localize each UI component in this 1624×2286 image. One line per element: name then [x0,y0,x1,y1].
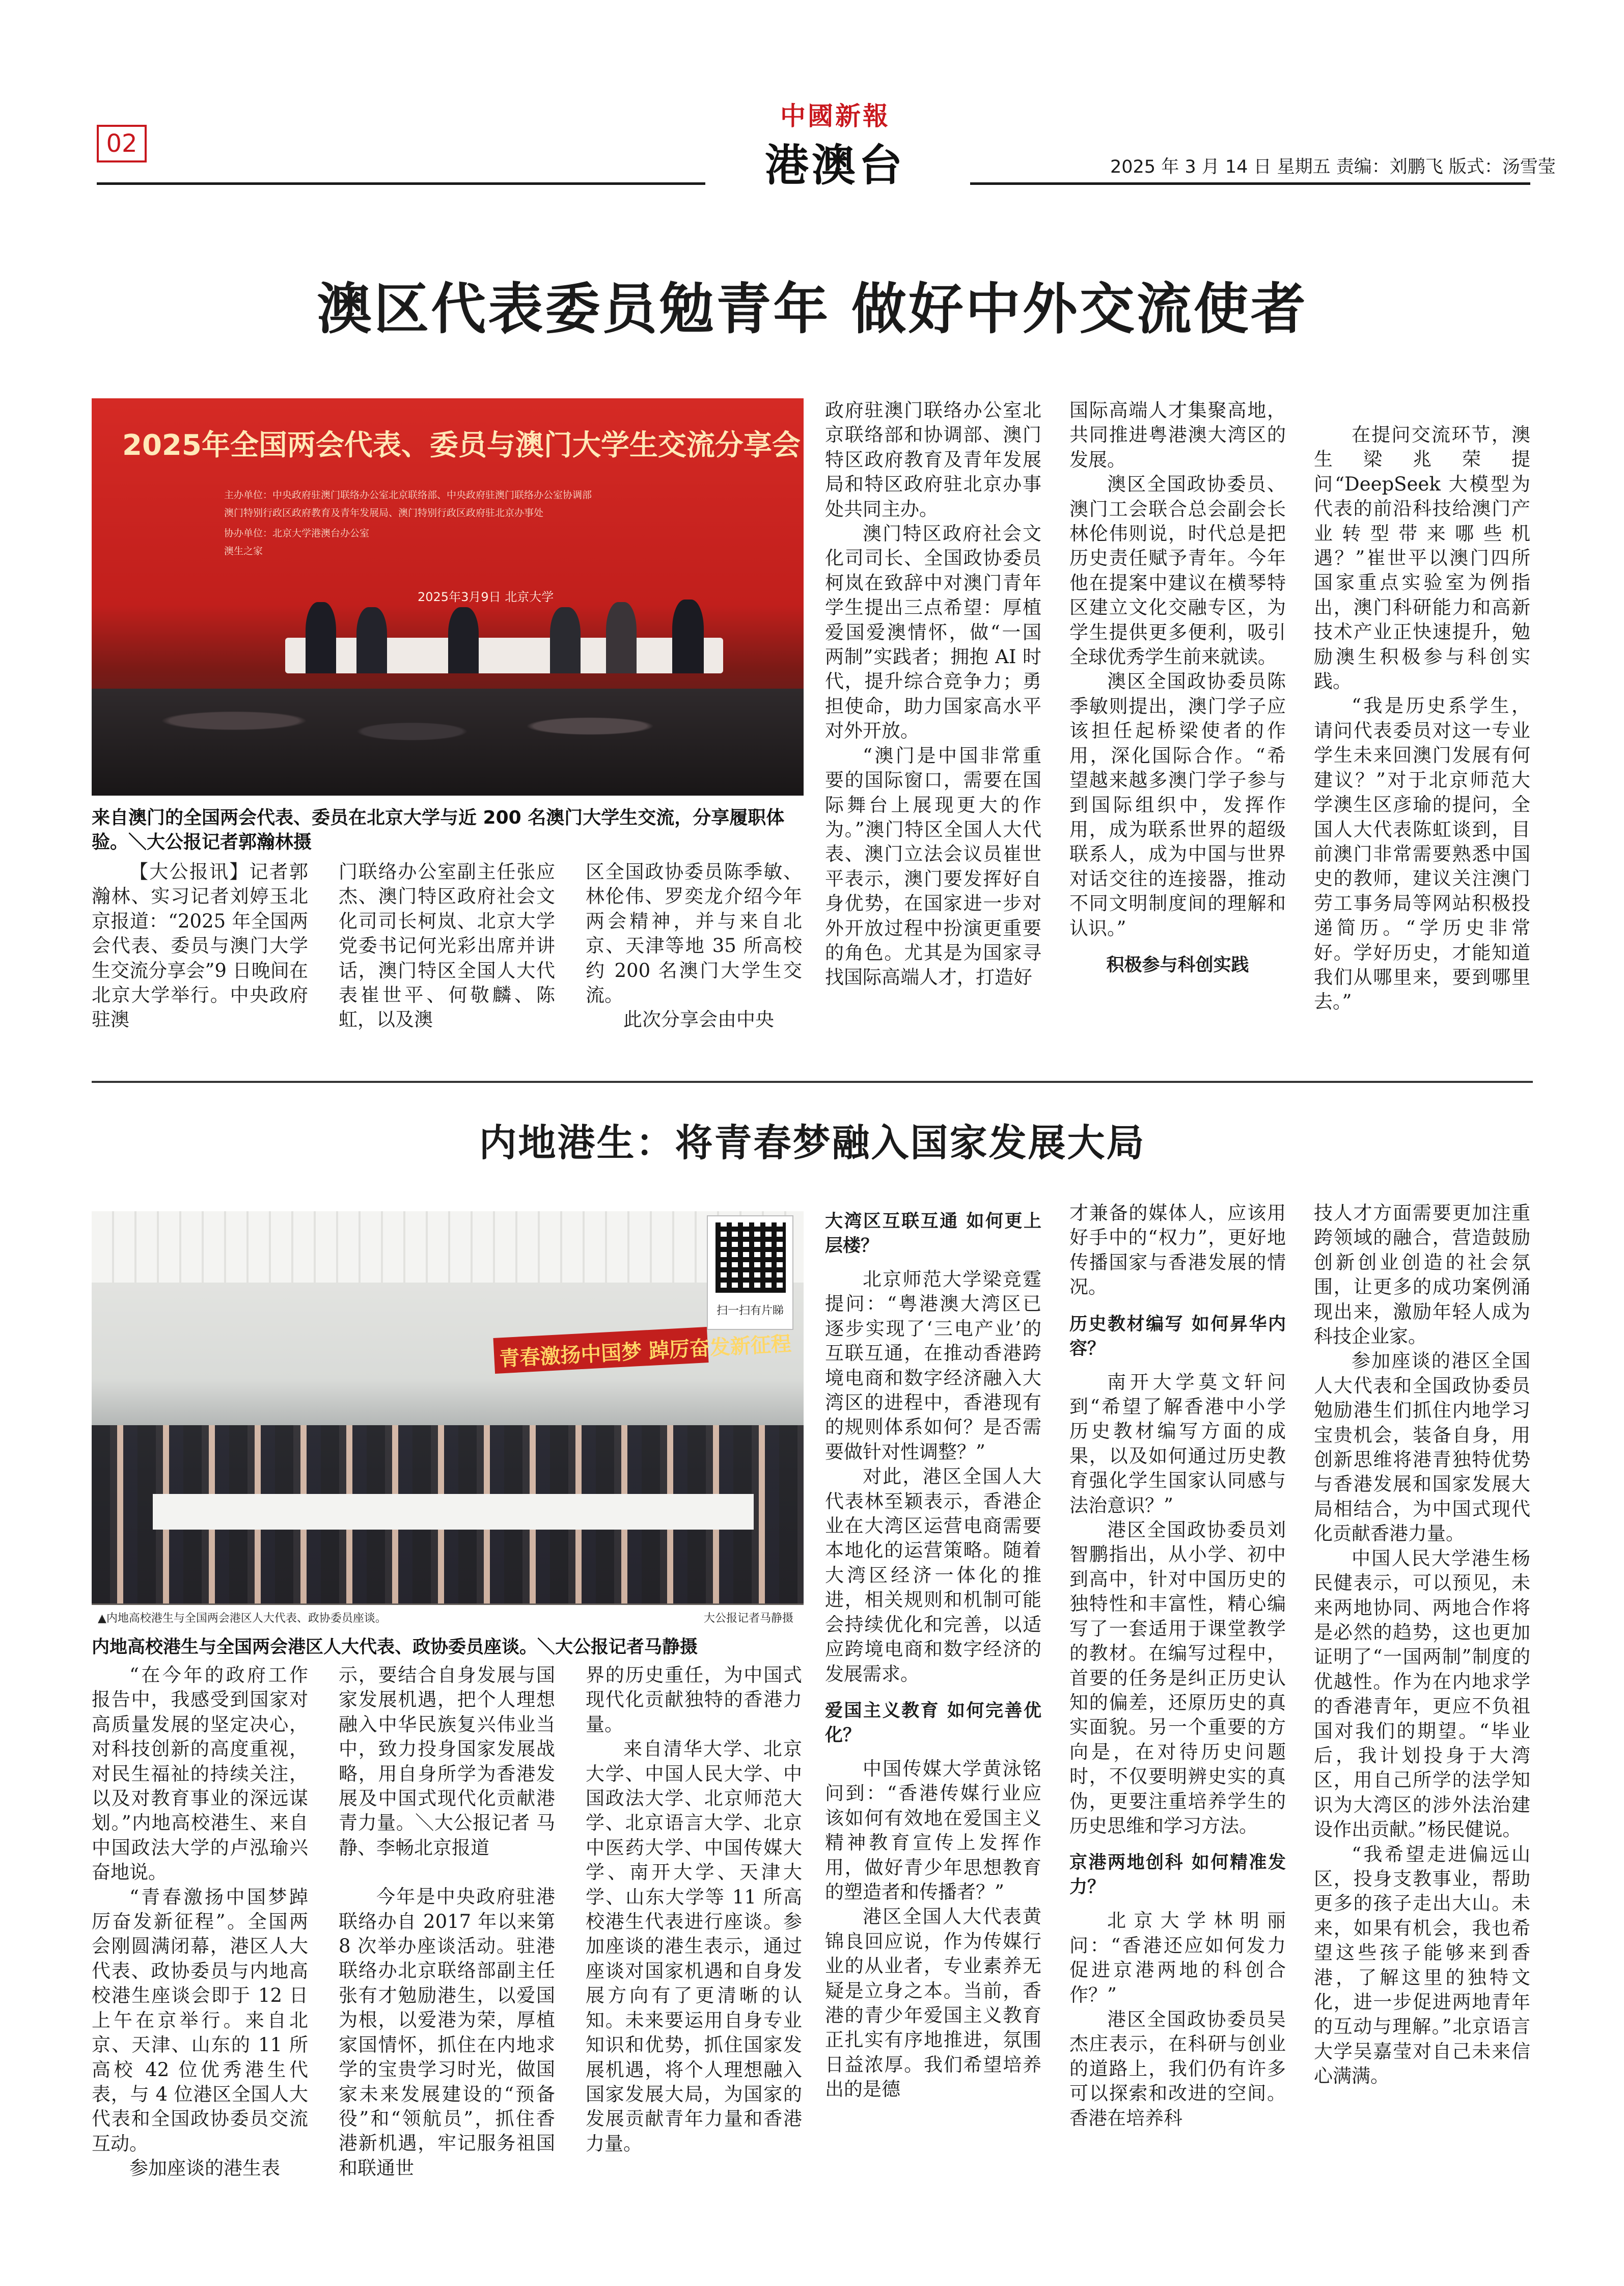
story2-column-6 [1314,1201,1530,2089]
photo-inner-caption: ▲内地高校港生与全国两会港区人大代表、政协委员座谈。 [98,1612,387,1625]
paragraph: 此次分享会由中央 [623,1009,774,1031]
story2-column-5 [1069,1201,1286,2131]
panelist-figure [306,602,336,673]
paragraph: “青春激扬中国梦踔厉奋发新征程”。全国两会刚圆满闭幕，港区人大代表、政协委员与内地高校港生座谈会即于 12 日上午在京举行。来自北京、天津、山东的 11 所高校 42 位优秀港生代表，与 4 位港区全国人大代表和全国政协委员交流互动。 [92,1886,308,2155]
paragraph: 门联络办公室副主任张应杰、澳门特区政府社会文化司司长柯岚、北京大学党委书记何光彩出席并讲话，澳门特区全国人大代表崔世平、何敬麟、陈虹，以及澳 [339,861,555,1031]
paragraph: 对此，港区全国人大代表林至颖表示，香港企业在大湾区运营电商需要本地化的运营策略。随着大湾区经济一体化的推进，相关规则和机制可能会持续优化和完善，以适应跨境电商和数字经济的发展需求。 [825,1465,1041,1685]
paragraph: 界的历史重任，为中国式现代化贡献独特的香港力量。 [586,1664,802,1735]
paragraph: 澳门特区政府社会文化司司长、全国政协委员柯岚在致辞中对澳门青年学生提出三点希望：厚植爱国爱澳情怀，做“一国两制”实践者；拥抱 AI 时代，提升综合竞争力；勇担使命，助力国家高水平对外开放。 [825,523,1041,742]
photo-banner-coorg-2: 澳生之家 [224,546,263,557]
photo-event-banner-text: 青春激扬中国梦 踔厉奋发新征程 [499,1332,792,1371]
header-rule-left [97,182,705,185]
subheading: 积极参与科创实践 [1106,955,1249,975]
story2-column-2 [339,1663,555,2181]
section-divider [92,1081,1533,1083]
photo-banner-title: 2025年全国两会代表、委员与澳门大学生交流分享会 [122,429,801,462]
story2-headline: 内地港生：将青春梦融入国家发展大局 [479,1121,1146,1165]
panelist-figure [672,600,704,673]
paragraph: “在今年的政府工作报告中，我感受到国家对高质量发展的坚定决心，对科技创新的高度重视，对民生福祉的持续关注，以及对教育事业的深远谋划。”内地高校港生、来自中国政法大学的卢泓瑜兴奋地说。 [92,1664,308,1884]
issue-meta: 2025 年 3 月 14 日 星期五 责编：刘鹏飞 版式：汤雪莹 [1110,157,1556,177]
subheading: 京港两地创科 如何精准发力？ [1069,1853,1286,1898]
panelist-figure [356,607,387,673]
story2-photo [92,1211,804,1630]
paragraph: 参加座谈的港区全国人大代表和全国政协委员勉励港生们抓住内地学习宝贵机会，装备自身，用创新思维将港青独特优势与香港发展和国家发展大局相结合，为中国式现代化贡献香港力量。 [1314,1350,1530,1545]
meeting-table [153,1494,754,1530]
paragraph: 北京大学林明丽问：“香港还应如何发力促进京港两地的科创合作？” [1069,1910,1286,2006]
photo-banner-date: 2025年3月9日 北京大学 [418,590,554,604]
paragraph: 南开大学莫文轩问到“希望了解香港中小学历史教材编写方面的成果，以及如何通过历史教育强化学生国家认同感与法治意识？” [1069,1371,1286,1516]
story2-photo-caption: 内地高校港生与全国两会港区人大代表、政协委员座谈。＼大公报记者马静摄 [92,1637,698,1657]
paragraph: 港区全国政协委员刘智鹏指出，从小学、初中到高中，针对中国历史的独特性和丰富性，精心编写了一套适用于课堂教学的教材。在编写过程中，首要的任务是纠正历史认知的偏差，还原历史的真实面貌。另一个重要的方向是，在对待历史问题时，不仅要明辨史实的真伪，更要注重培养学生的历史思维和学习方法。 [1069,1519,1286,1837]
section-title: 港澳台 [765,140,905,191]
paragraph: 政府驻澳门联络办公室北京联络部和协调部、澳门特区政府教育及青年发展局和特区政府驻北京办事处共同主办。 [825,399,1041,520]
paragraph: 【大公报讯】记者郭瀚林、实习记者刘婷玉北京报道：“2025 年全国两会代表、委员与澳门大学生交流分享会”9 日晚间在北京大学举行。中央政府驻澳 [92,861,308,1031]
stage-table [285,638,723,673]
paragraph: 港区全国政协委员吴杰庄表示，在科研与创业的道路上，我们仍有许多可以探索和改进的空间。香港在培养科 [1069,2008,1286,2129]
story2-column-3 [586,1663,802,2156]
paragraph: 才兼备的媒体人，应该用好手中的“权力”，更好地传播国家与香港发展的情况。 [1069,1202,1286,1298]
story1-column-4 [825,398,1041,990]
photo-banner-host-2: 澳门特别行政区政府教育及青年发展局、澳门特别行政区政府驻北京办事处 [224,507,544,519]
paragraph: “我是历史系学生，请问代表委员对这一专业学生未来回澳门发展有何建议？”对于北京师范大学澳生区彦瑜的提问，全国人大代表陈虹谈到，目前澳门非常需要熟悉中国史的教师，建议关注澳门劳工事务局等网站积极投递简历。“学历史非常好。学好历史，才能知道我们从哪里来，要到哪里去。” [1314,695,1530,1013]
paragraph: 今年是中央政府驻港联络办自 2017 年以来第 8 次举办座谈活动。驻港联络办北京联络部副主任张有才勉励港生，以爱国为根，以爱港为荣，厚植家国情怀，抓住在内地求学的宝贵学习时光，做国家未来发展建设的“预备役”和“领航员”，抓住香港新机遇，牢记服务祖国和联通世 [339,1886,555,2179]
paragraph: 国际高端人才集聚高地，共同推进粤港澳大湾区的发展。 [1069,399,1286,471]
paragraph: 技人才方面需要更加注重跨领域的融合，营造鼓励创新创业创造的社会氛围，让更多的成功案例涌现出来，激励年轻人成为科技企业家。 [1314,1202,1530,1348]
story2-column-1 [92,1663,308,2181]
qr-label: 扫一扫有片睇 [716,1304,784,1317]
ceiling-lights [92,1211,804,1283]
paragraph: 在提问交流环节，澳生梁兆荣提问“DeepSeek 大模型为代表的前沿科技给澳门产业转型带来哪些机遇？”崔世平以澳门四所国家重点实验室为例指出，澳门科研能力和高新技术产业正快速提升，勉励澳生积极参与科创实践。 [1314,424,1530,693]
photo-inner-credit: 大公报记者马静摄 [703,1612,793,1625]
subheading: 历史教材编写 如何昇华内容？ [1069,1314,1286,1359]
page-number: 02 [97,125,147,162]
story1-column-6 [1314,423,1530,1015]
paragraph: “我希望走进偏远山区，投身支教事业，帮助更多的孩子走出大山。未来，如果有机会，我也希望这些孩子能够来到香港，了解这里的独特文化，进一步促进两地青年的互动与理解。”北京语言大学吴嘉莹对自己未来信心满满。 [1314,1843,1530,2087]
story1-headline: 澳区代表委员勉青年 做好中外交流使者 [317,278,1308,341]
panelist-figure [448,607,479,673]
photo-event-banner [493,1327,792,1374]
header-rule-right [970,182,1530,185]
paragraph: 示，要结合自身发展与国家发展机遇，把个人理想融入中华民族复兴伟业当中，致力投身国家发展战略，用自身所学为香港发展及中国式现代化贡献港青力量。＼大公报记者 马静、李畅北京报道 [339,1664,555,1859]
story2-column-4 [825,1197,1041,2102]
subheading: 爱国主义教育 如何完善优化？ [825,1700,1041,1746]
story1-column-1 [92,860,308,1032]
qr-code-box[interactable] [707,1215,793,1330]
paragraph: 澳区全国政协委员陈季敏则提出，澳门学子应该担任起桥梁使者的作用，深化国际合作。“希望越来越多澳门学子参与到国际组织中，发挥作用，成为联系世界的超级联系人，成为中国与世界对话交往的连接器，推动不同文明制度间的理解和认识。” [1069,670,1286,939]
paragraph: 中国人民大学港生杨民健表示，可以预见，未来两地协同、两地合作将是必然的趋势，这也更加证明了“一国两制”制度的优越性。作为在内地求学的香港青年，更应不负祖国对我们的期望。“毕业后，我计划投身于大湾区，用自己所学的法学知识为大湾区的涉外法治建设作出贡献。”杨民健说。 [1314,1547,1530,1841]
story1-photo-caption: 来自澳门的全国两会代表、委员在北京大学与近 200 名澳门大学生交流，分享履职体验。＼大公报记者郭瀚林摄 [92,807,785,853]
subheading: 大湾区互联互通 如何更上层楼？ [825,1211,1041,1256]
paragraph: “澳门是中国非常重要的国际窗口，需要在国际舞台上展现更大的作为。”澳门特区全国人大代表、澳门立法会议员崔世平表示，澳门要发挥好自身优势，在国家进一步对外开放过程中扮演更重要的角色。尤其是为国家寻找国际高端人才，打造好 [825,744,1041,989]
paragraph: 参加座谈的港生表 [129,2157,280,2180]
newspaper-logo: 中國新報 [780,101,890,131]
paragraph: 港区全国人大代表黄锦良回应说，作为传媒行业的从业者，专业素养无疑是立身之本。当前，香港的青少年爱国主义教育正扎实有序地推进，氛围日益浓厚。我们希望培养出的是德 [825,1906,1041,2101]
story1-photo [92,398,804,796]
paragraph: 来自清华大学、北京大学、中国人民大学、中国政法大学、北京师范大学、北京语言大学、北京中医药大学、中国传媒大学、南开大学、天津大学、山东大学等 11 所高校港生代表进行座谈。参加座谈的港生表示，通过座谈对国家机遇和自身发展方向有了更清晰的认知。未来要运用自身专业知识和优势，抓住国家发展机遇，将个人理想融入国家发展大局，为国家的发展贡献青年力量和香港力量。 [586,1738,802,2155]
panelist-figure [606,602,637,673]
story1-column-3 [586,860,802,1032]
photo-banner-coorg-1: 协办单位：北京大学港澳台办公室 [224,528,370,539]
story1-column-2 [339,860,555,1032]
panelist-figure [550,607,581,673]
paragraph: 澳区全国政协委员、澳门工会联合总会副会长林伦伟则说，时代总是把历史责任赋予青年。今年他在提案中建议在横琴特区建立文化交融专区，为学生提供更多便利，吸引全球优秀学生前来就读。 [1069,473,1286,668]
paragraph: 区全国政协委员陈季敏、林伦伟、罗奕龙介绍今年两会精神，并与来自北京、天津等地 35 所高校约 200 名澳门大学生交流。 [586,861,802,1006]
paragraph: 北京师范大学梁竞霆提问：“粤港澳大湾区已逐步实现了‘三电产业’的互联互通，在推动香港跨境电商和数字经济融入大湾区的进程中，香港现有的规则体系如何？是否需要做针对性调整？” [825,1268,1041,1463]
qr-code-icon[interactable] [715,1222,786,1293]
paragraph: 中国传媒大学黄泳铭问到：“香港传媒行业应该如何有效地在爱国主义精神教育宣传上发挥作用，做好青少年思想教育的塑造者和传播者？” [825,1757,1041,1903]
photo-banner-host-1: 主办单位：中央政府驻澳门联络办公室北京联络部、中央政府驻澳门联络办公室协调部 [224,489,592,501]
audience-crowd [92,689,804,796]
story1-column-5 [1069,398,1286,987]
